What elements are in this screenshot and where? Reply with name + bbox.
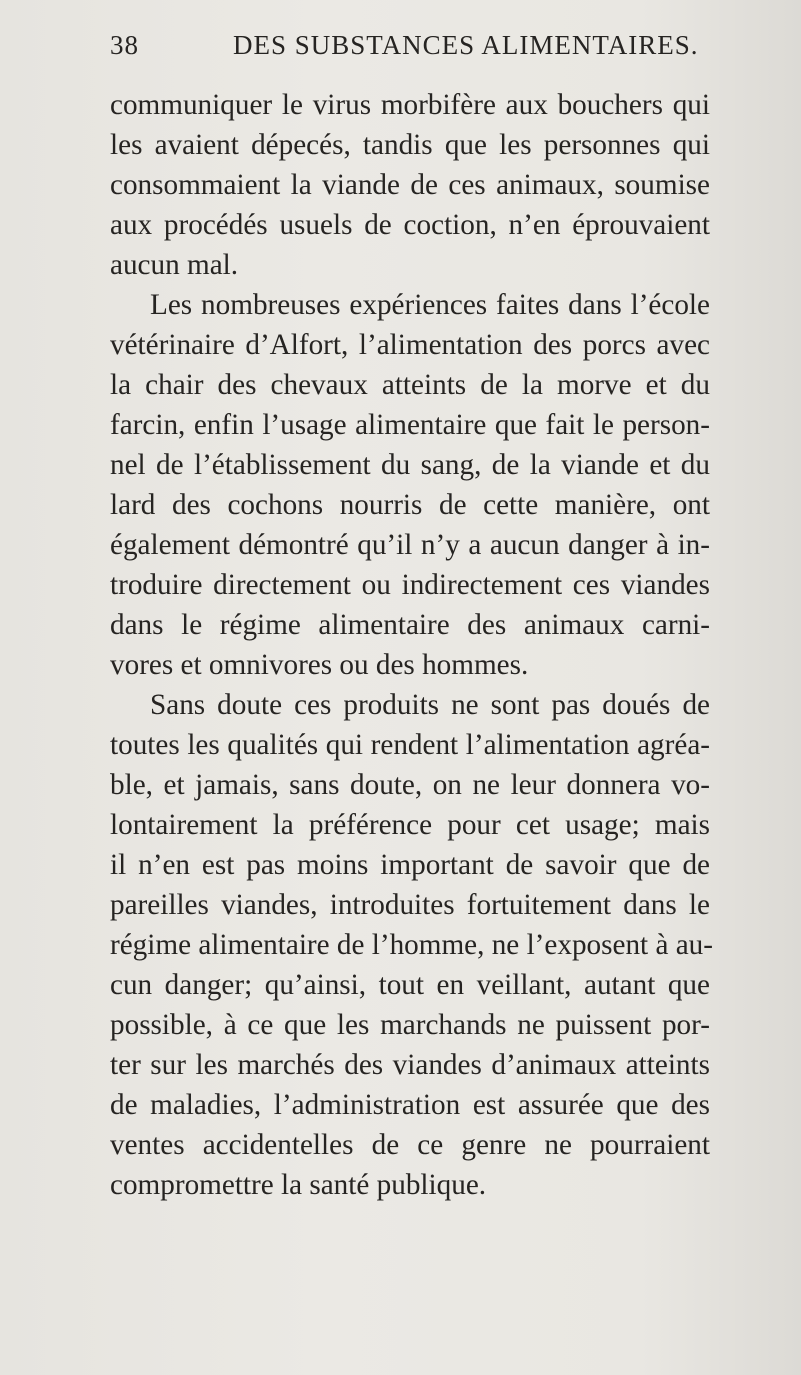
text-line: consommaient la viande de ces animaux, soumise (110, 169, 710, 201)
text-line: également démontré qu’il n’y a aucun danger à in- (110, 529, 710, 561)
text-line: de maladies, l’administration est assurée que des (110, 1089, 710, 1121)
page-number: 38 (110, 30, 139, 60)
text-line: lontairement la préférence pour cet usage; mais (110, 809, 710, 841)
text-line: ble, et jamais, sans doute, on ne leur donnera vo- (110, 769, 710, 801)
text-line: lard des cochons nourris de cette manière, ont (110, 489, 710, 521)
text-line: la chair des chevaux atteints de la morve et du (110, 369, 710, 401)
text-line: ventes accidentelles de ce genre ne pourraient (110, 1129, 710, 1161)
text-line: cun danger; qu’ainsi, tout en veillant, autant que (110, 969, 710, 1001)
text-line: troduire directement ou indirectement ces viandes (110, 569, 710, 601)
text-line: compromettre la santé publique. (110, 1169, 487, 1201)
text-line: les avaient dépecés, tandis que les personnes qui (110, 129, 710, 161)
text-line: ter sur les marchés des viandes d’animaux atteints (110, 1049, 710, 1081)
text-line: possible, à ce que les marchands ne puissent por- (110, 1009, 710, 1041)
text-line: dans le régime alimentaire des animaux carni- (110, 609, 710, 641)
text-line: pareilles viandes, introduites fortuitement dans le (110, 889, 710, 921)
text-line: aux procédés usuels de coction, n’en éprouvaient (110, 209, 710, 241)
text-line: régime alimentaire de l’homme, ne l’exposent à au- (110, 929, 713, 961)
paragraph-first-line: Sans doute ces produits ne sont pas doués de (150, 689, 710, 721)
text-line: aucun mal. (110, 249, 239, 281)
page-header (110, 30, 699, 66)
paragraph-first-line: Les nombreuses expériences faites dans l’école (150, 289, 710, 321)
body-text (110, 85, 713, 1205)
running-title: DES SUBSTANCES ALIMENTAIRES. (233, 30, 699, 60)
text-line: farcin, enfin l’usage alimentaire que fait le person- (110, 409, 710, 441)
text-line: nel de l’établissement du sang, de la viande et du (110, 449, 710, 481)
text-line: vores et omnivores ou des hommes. (110, 649, 529, 681)
text-line: vétérinaire d’Alfort, l’alimentation des porcs avec (110, 329, 710, 361)
text-line: communiquer le virus morbifère aux bouchers qui (110, 89, 710, 121)
text-line: toutes les qualités qui rendent l’alimentation agréa- (110, 729, 710, 761)
text-line: il n’en est pas moins important de savoir que de (110, 849, 710, 881)
